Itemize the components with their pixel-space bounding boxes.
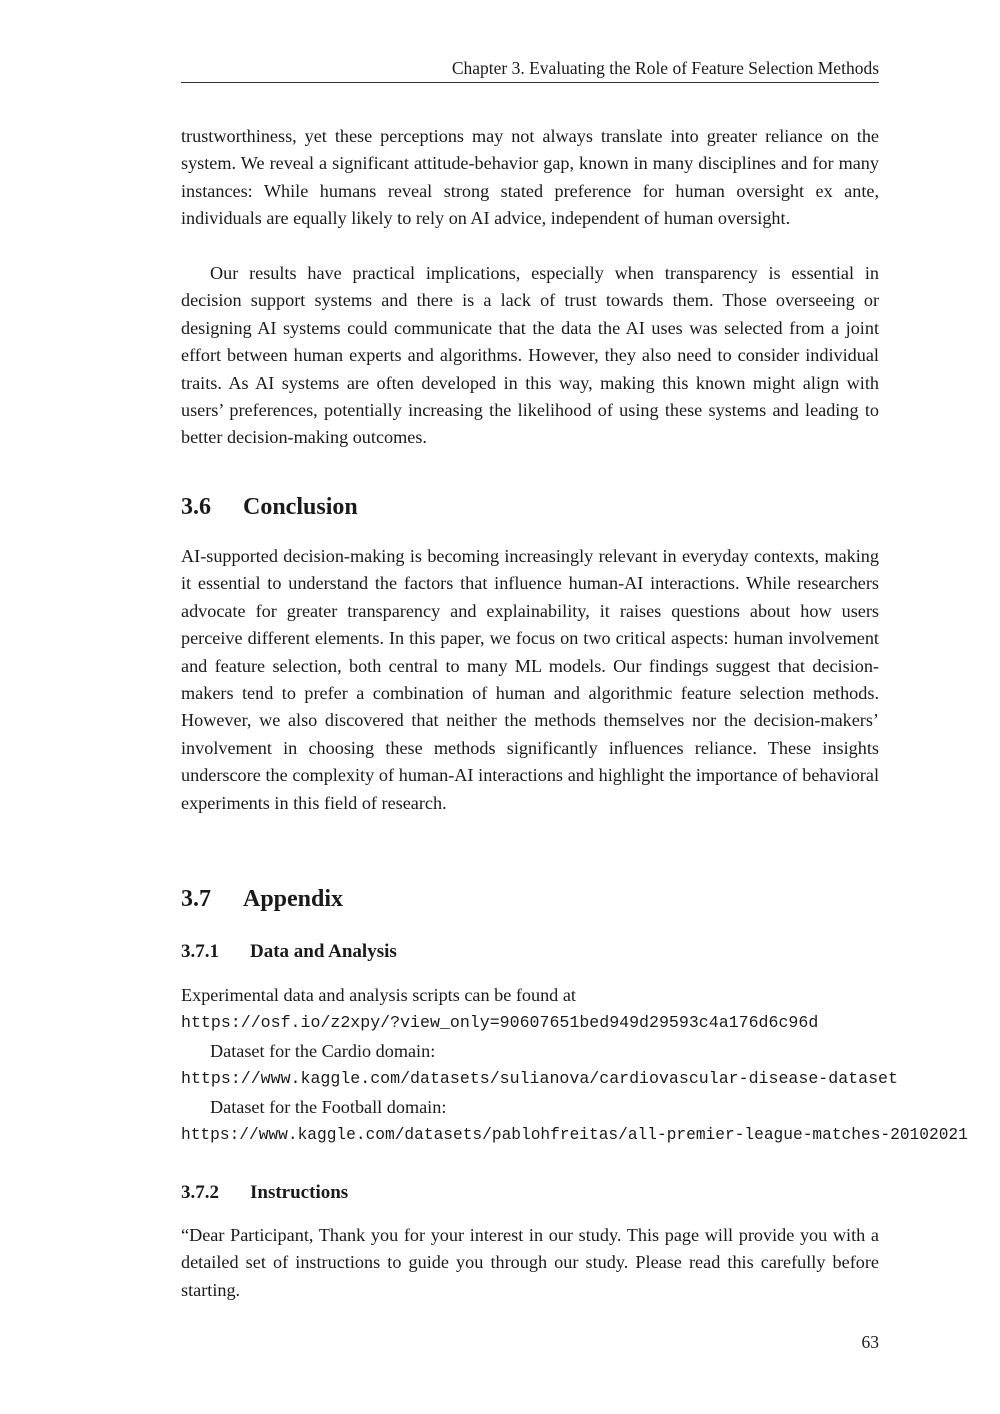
data-intro-text: Experimental data and analysis scripts can be found at — [181, 985, 576, 1005]
subsection-title: Data and Analysis — [250, 941, 397, 962]
osf-link[interactable]: https://osf.io/z2xpy/?view_only=90607651bed949d29593c4a176d6c96d — [181, 1013, 819, 1032]
subsection-number: 3.7.1 — [181, 941, 219, 962]
conclusion-paragraph: AI-supported decision-making is becoming increasingly relevant in everyday contexts, making it essential to understand the factors that influence human-AI interactions. While researchers advocate for greater transparency and explainability, it raises questions about how users perceive different elements. In this paper, we focus on two critical aspects: human involvement and feature selection, both central to many ML models. Our findings suggest that decision-makers tend to prefer a combination of human and algorithmic feature selection methods. However, we also discovered that neither the methods themselves nor the decision-makers’ involvement in choosing these methods significantly influences reliance. These insights underscore the complexity of human-AI interactions and highlight the importance of behavioral experiments in this field of research. — [181, 546, 879, 813]
section-number: 3.7 — [181, 886, 211, 912]
discussion-paragraph-2: Our results have practical implications, especially when transparency is essential in decision support systems and there is a lack of trust towards them. Those overseeing or designing AI systems could communicate that the data the AI uses was selected from a joint effort between human experts and algorithms. However, they also need to consider individual traits. As AI systems are often developed in this way, making this known might align with users’ preferences, potentially increasing the likelihood of using these systems and leading to better decision-making outcomes. — [181, 263, 879, 448]
cardio-dataset-label: Dataset for the Cardio domain: — [210, 1041, 436, 1061]
section-title: Conclusion — [243, 494, 358, 520]
cardio-dataset-link[interactable]: https://www.kaggle.com/datasets/sulianova/cardiovascular-disease-dataset — [181, 1069, 898, 1088]
football-dataset-link[interactable]: https://www.kaggle.com/datasets/pablohfreitas/all-premier-league-matches-20102021 — [181, 1126, 968, 1144]
subsection-number: 3.7.2 — [181, 1182, 219, 1203]
section-number: 3.6 — [181, 494, 211, 520]
section-heading-appendix — [181, 884, 343, 914]
subsection-heading-instructions — [181, 1181, 348, 1205]
subsection-title: Instructions — [250, 1182, 349, 1203]
section-heading-conclusion — [181, 492, 358, 522]
discussion-paragraph-1: trustworthiness, yet these perceptions may not always translate into greater reliance on the system. We reveal a significant attitude-behavior gap, known in many disciplines and for many instances: While humans reveal strong stated preference for human oversight ex ante, individuals are equally likely to rely on AI advice, independent of human oversight. — [181, 126, 879, 229]
section-title: Appendix — [243, 886, 344, 912]
page-number: 63 — [861, 1332, 879, 1352]
football-dataset-label: Dataset for the Football domain: — [210, 1097, 447, 1117]
subsection-heading-data-analysis — [181, 940, 397, 964]
instructions-paragraph: “Dear Participant, Thank you for your interest in our study. This page will provide you with a detailed set of instructions to guide you through our study. Please read this carefully before starting. — [181, 1225, 879, 1300]
running-header: Chapter 3. Evaluating the Role of Feature Selection Methods — [181, 57, 879, 83]
